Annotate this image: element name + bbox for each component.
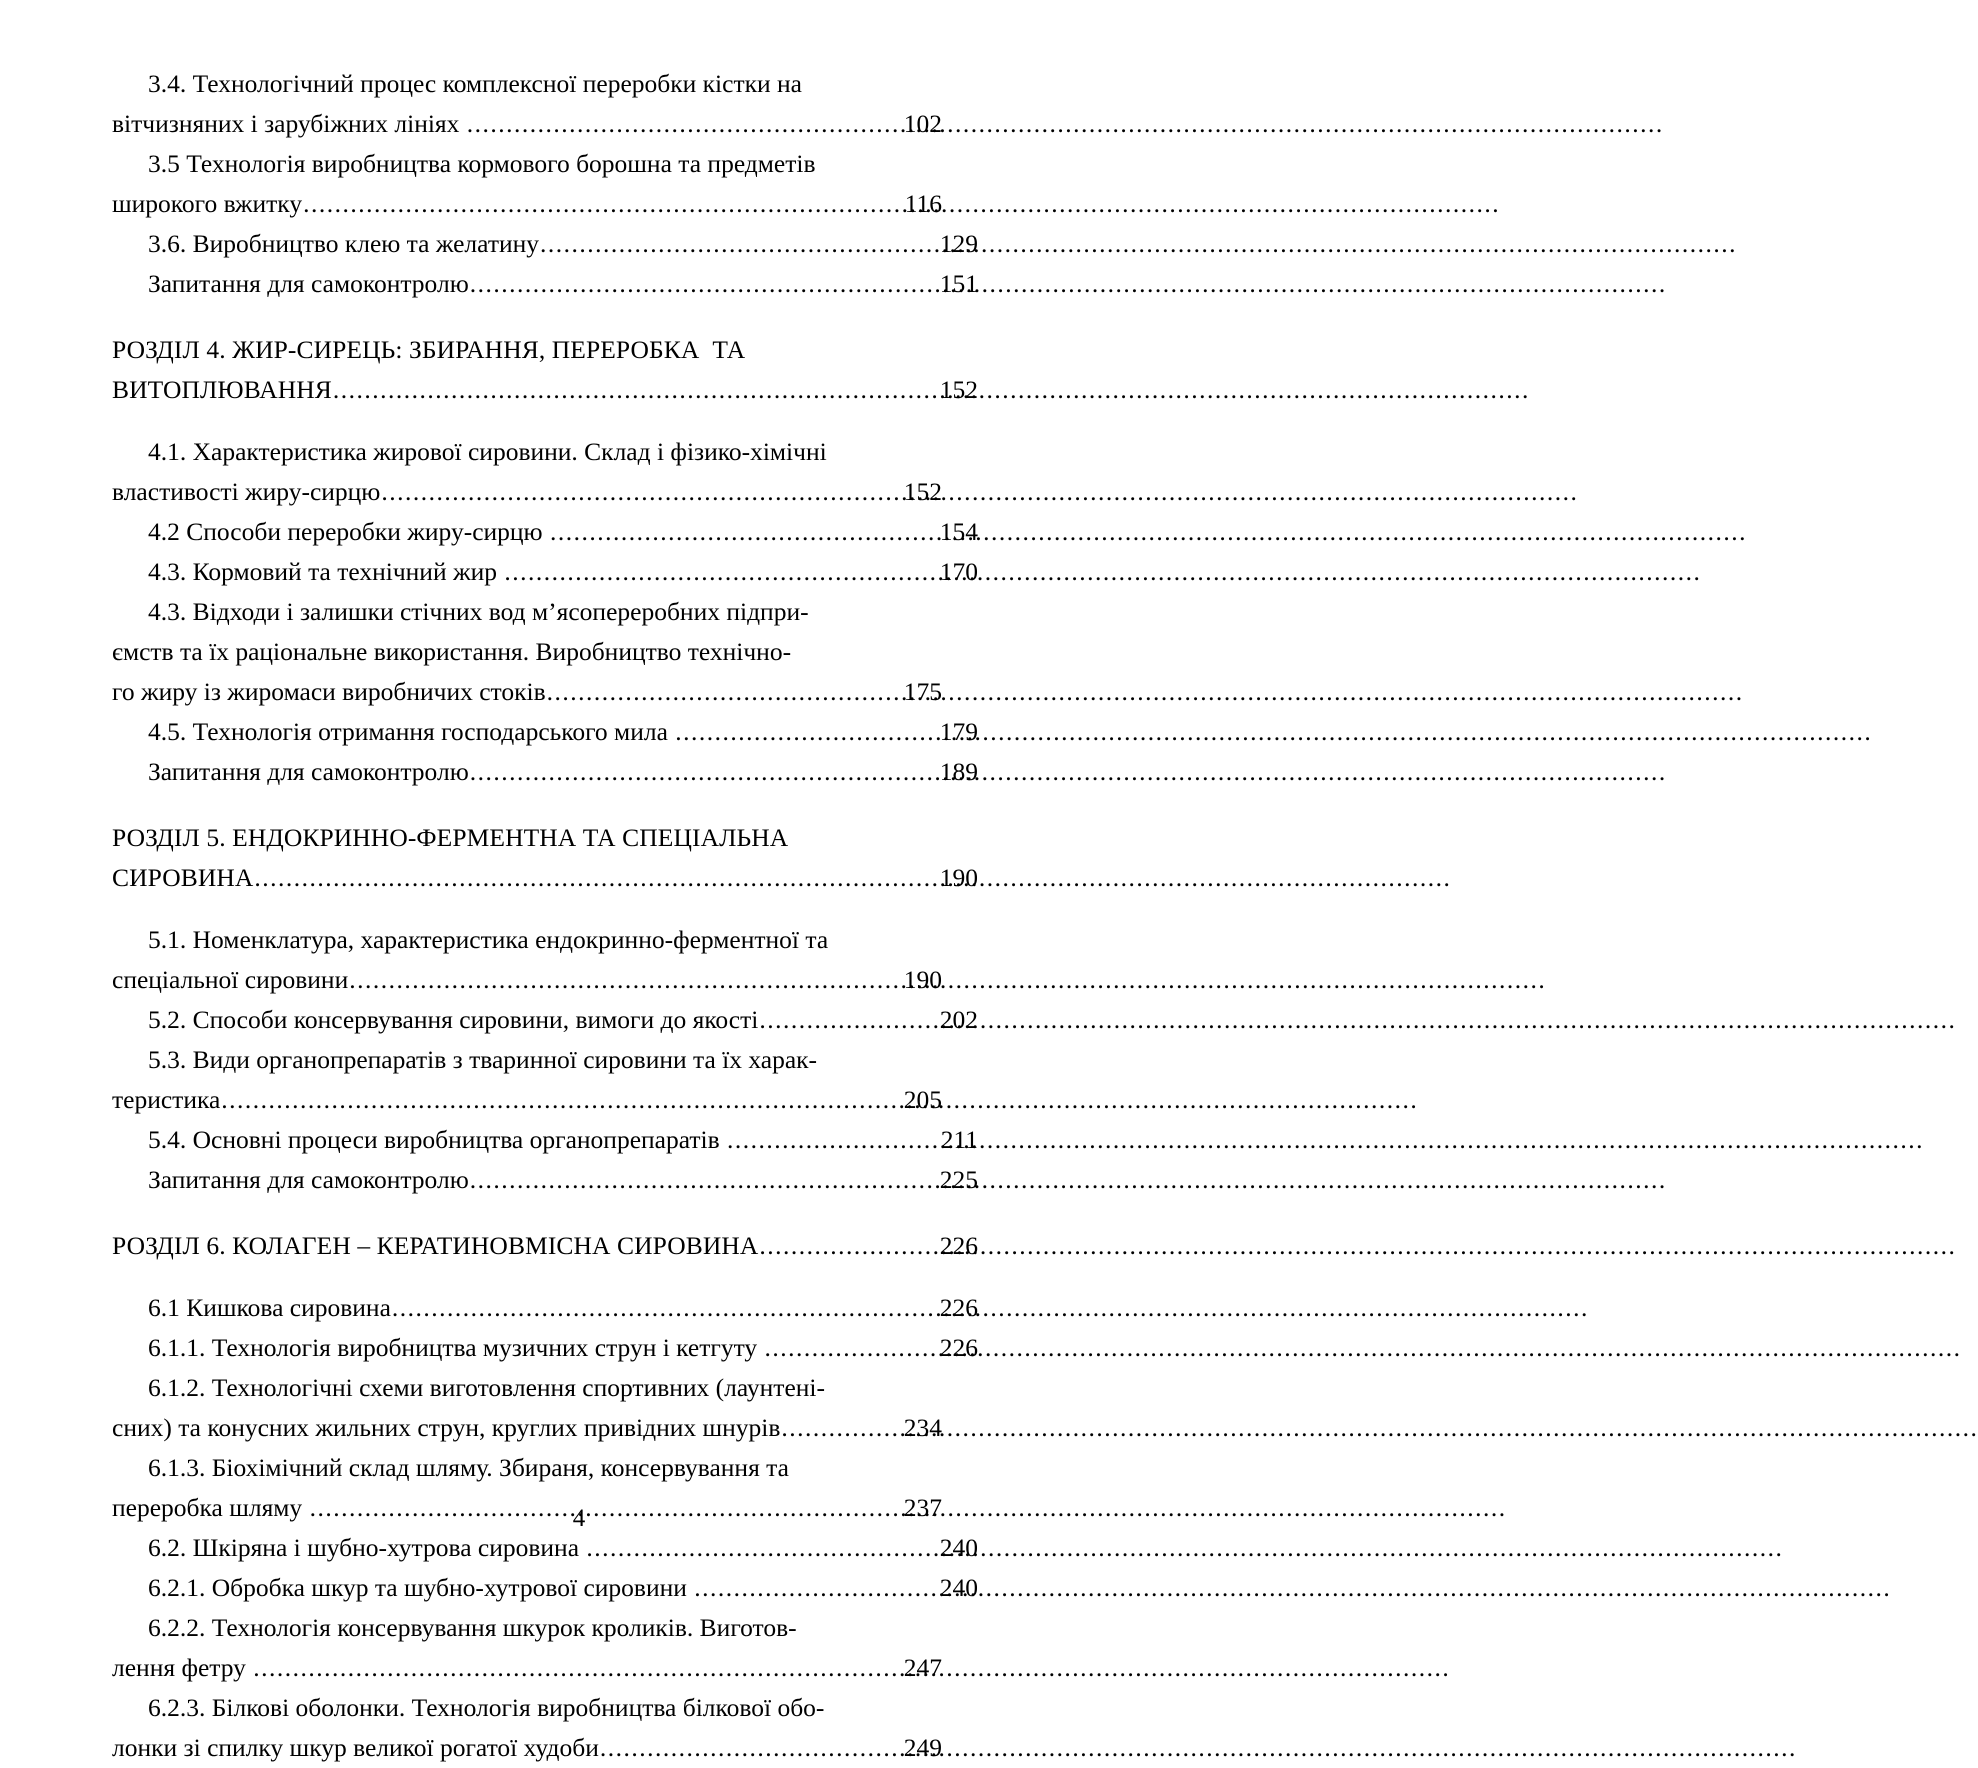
- toc-subsection-entry[interactable]: [112, 1120, 978, 1160]
- toc-entry-leader-row: [112, 1226, 978, 1266]
- page-number-footer: 4: [572, 1505, 586, 1532]
- toc-subsection-entry[interactable]: [112, 1368, 978, 1448]
- toc-entry-page-number: 237: [903, 1493, 942, 1522]
- toc-entry-title: 3.6. Виробництво клею та желатину: [148, 229, 540, 258]
- toc-entry-line: ємств та їх раціональне використання. Виробництво технічно-: [112, 637, 792, 666]
- toc-chapter-entry[interactable]: [112, 1226, 978, 1266]
- dot-leader: [470, 1160, 919, 1200]
- toc-entry-title: 5.4. Основні процеси виробництва органопрепаратів: [148, 1125, 727, 1154]
- toc-chapter-entry[interactable]: [112, 330, 978, 410]
- dot-leader: [547, 672, 883, 712]
- toc-entry-page-number: 151: [939, 269, 978, 298]
- dot-leader: [254, 858, 919, 898]
- toc-entry-leader-row: [148, 1160, 978, 1200]
- toc-entry-leader-row: [148, 552, 978, 592]
- dot-leader: [781, 1408, 883, 1448]
- toc-entry-leader-row: [148, 752, 978, 792]
- toc-entry-title: Запитання для самоконтролю: [148, 269, 469, 298]
- toc-subsection-entry[interactable]: [112, 1528, 978, 1568]
- toc-entry-page-number: 234: [903, 1413, 942, 1442]
- toc-subsection-entry[interactable]: [112, 512, 978, 552]
- toc-subsection-entry[interactable]: [112, 1160, 978, 1200]
- toc-entry-title: Запитання для самоконтролю: [148, 757, 469, 786]
- toc-entry-leader-row: [148, 1288, 978, 1328]
- dot-leader: [759, 1226, 919, 1266]
- dot-leader: [586, 1528, 919, 1568]
- toc-entry-line: 6.2.2. Технологія консервування шкурок кроликів. Виготов-: [148, 1613, 797, 1642]
- toc-entry-page-number: 116: [904, 189, 942, 218]
- dot-leader: [392, 1288, 919, 1328]
- toc-entry-page-number: 240: [939, 1573, 978, 1602]
- toc-subsection-entry[interactable]: [112, 752, 978, 792]
- dot-leader: [470, 264, 919, 304]
- toc-entry-page-number: 170: [939, 557, 978, 586]
- dot-leader: [504, 552, 919, 592]
- toc-entry-leader-row: [112, 1080, 942, 1120]
- toc-entry-title: СИРОВИНА: [112, 863, 254, 892]
- toc-entry-title: лонки зі спилку шкур великої рогатої худоби: [112, 1733, 599, 1762]
- dot-leader: [600, 1728, 883, 1768]
- toc-subsection-entry[interactable]: [112, 552, 978, 592]
- toc-entry-title: 4.3. Кормовий та технічний жир: [148, 557, 504, 586]
- toc-entry-line: 5.3. Види органопрепаратів з тваринної сировини та їх харак-: [148, 1045, 818, 1074]
- toc-subsection-entry[interactable]: [112, 144, 978, 224]
- toc-entry-page-number: 226: [939, 1333, 978, 1362]
- toc-subsection-entry[interactable]: [112, 1288, 978, 1328]
- toc-entry-line: 4.1. Характеристика жирової сировини. Склад і фізико-хімічні: [148, 437, 827, 466]
- toc-subsection-entry[interactable]: [112, 64, 978, 144]
- dot-leader: [303, 184, 883, 224]
- toc-entry-page-number: 225: [939, 1165, 978, 1194]
- dot-leader: [727, 1120, 919, 1160]
- toc-subsection-entry[interactable]: [112, 432, 978, 512]
- toc-entry-page-number: 202: [939, 1005, 978, 1034]
- toc-entry-page-number: 226: [939, 1231, 978, 1260]
- toc-entry-leader-row: [148, 224, 978, 264]
- dot-leader: [349, 960, 883, 1000]
- toc-subsection-entry[interactable]: [112, 712, 978, 752]
- toc-subsection-entry[interactable]: [112, 1608, 978, 1688]
- toc-subsection-entry[interactable]: [112, 1000, 978, 1040]
- dot-leader: [694, 1568, 919, 1608]
- toc-entry-page-number: 249: [903, 1733, 942, 1762]
- toc-entry-page-number: 205: [903, 1085, 942, 1114]
- toc-entry-leader-row: [112, 472, 942, 512]
- toc-entry-leader-row: [112, 104, 942, 144]
- dot-leader: [765, 1328, 919, 1368]
- toc-entry-line: 6.1.3. Біохімічний склад шляму. Збираня, консервування та: [148, 1453, 789, 1482]
- toc-subsection-entry[interactable]: [112, 1328, 978, 1368]
- toc-entry-title: лення фетру: [112, 1653, 253, 1682]
- toc-entry-line: 3.4. Технологічний процес комплексної переробки кістки на: [148, 69, 802, 98]
- toc-entry-title: широкого вжитку: [112, 189, 303, 218]
- toc-entry-leader-row: [112, 858, 978, 898]
- toc-entry-leader-row: [148, 1120, 978, 1160]
- toc-subsection-entry[interactable]: [112, 224, 978, 264]
- toc-entry-title: сних) та конусних жильних струн, круглих привідних шнурів: [112, 1413, 781, 1442]
- toc-entry-line: 4.3. Відходи і залишки стічних вод м’ясопереробних підпри-: [148, 597, 809, 626]
- toc-entry-title: 6.2.1. Обробка шкур та шубно-хутрової сировини: [148, 1573, 694, 1602]
- dot-leader: [333, 370, 919, 410]
- toc-entry-leader-row: [112, 960, 942, 1000]
- toc-entry-leader-row: [148, 712, 978, 752]
- toc-entry-leader-row: [148, 1000, 978, 1040]
- toc-entry-page-number: 152: [903, 477, 942, 506]
- dot-leader: [540, 224, 919, 264]
- toc-entry-leader-row: [112, 1648, 942, 1688]
- dot-leader: [381, 472, 883, 512]
- toc-entry-line: РОЗДІЛ 4. ЖИР-СИРЕЦЬ: ЗБИРАННЯ, ПЕРЕРОБКА ТА: [112, 335, 746, 364]
- toc-entry-leader-row: [148, 264, 978, 304]
- toc-entry-title: го жиру із жиромаси виробничих стоків: [112, 677, 546, 706]
- toc-entry-leader-row: [112, 370, 978, 410]
- toc-entry-page-number: 190: [939, 863, 978, 892]
- dot-leader: [759, 1000, 919, 1040]
- toc-entry-title: 4.2 Способи переробки жиру-сирцю: [148, 517, 549, 546]
- toc-entry-page-number: 226: [939, 1293, 978, 1322]
- toc-entry-leader-row: [148, 1568, 978, 1608]
- toc-entry-line: 6.1.2. Технологічні схеми виготовлення спортивних (лаунтені-: [148, 1373, 825, 1402]
- toc-entry-page-number: 154: [939, 517, 978, 546]
- toc-entry-title: вітчизняних і зарубіжних лініях: [112, 109, 466, 138]
- toc-entry-leader-row: [112, 1408, 942, 1448]
- toc-entry-title: 6.2. Шкіряна і шубно-хутрова сировина: [148, 1533, 586, 1562]
- toc-entry-leader-row: [112, 184, 942, 224]
- dot-leader: [221, 1080, 883, 1120]
- toc-entry-leader-row: [148, 1528, 978, 1568]
- toc-entry-page-number: 129: [939, 229, 978, 258]
- toc-entry-title: ВИТОПЛЮВАННЯ: [112, 375, 332, 404]
- toc-chapter-entry[interactable]: [112, 818, 978, 898]
- dot-leader: [675, 712, 919, 752]
- dot-leader: [470, 752, 919, 792]
- toc-entry-page-number: 175: [903, 677, 942, 706]
- toc-entry-line: РОЗДІЛ 5. ЕНДОКРИННО-ФЕРМЕНТНА ТА СПЕЦІАЛЬНА: [112, 823, 789, 852]
- toc-entry-title: теристика: [112, 1085, 221, 1114]
- toc-entry-page-number: 102: [903, 109, 942, 138]
- toc-entry-leader-row: [112, 672, 942, 712]
- toc-entry-line: 5.1. Номенклатура, характеристика ендокринно-ферментної та: [148, 925, 829, 954]
- toc-entry-title: спеціальної сировини: [112, 965, 349, 994]
- dot-leader: [550, 512, 919, 552]
- toc-entry-title: 6.1 Кишкова сировина: [148, 1293, 391, 1322]
- toc-entry-title: Запитання для самоконтролю: [148, 1165, 469, 1194]
- toc-entry-title: РОЗДІЛ 6. КОЛАГЕН – КЕРАТИНОВМІСНА СИРОВИНА: [112, 1231, 759, 1260]
- toc-entry-page-number: 190: [903, 965, 942, 994]
- toc-subsection-entry[interactable]: [112, 1040, 978, 1120]
- toc-entry-leader-row: [148, 512, 978, 552]
- toc-entry-title: переробка шляму: [112, 1493, 309, 1522]
- toc-subsection-entry[interactable]: [112, 1568, 978, 1608]
- dot-leader: [253, 1648, 883, 1688]
- toc-entry-page-number: 189: [939, 757, 978, 786]
- toc-subsection-entry[interactable]: [112, 264, 978, 304]
- toc-entry-title: властивості жиру-сирцю: [112, 477, 381, 506]
- toc-entry-title: 6.1.1. Технологія виробництва музичних струн і кетгуту: [148, 1333, 764, 1362]
- toc-subsection-entry[interactable]: [112, 920, 978, 1000]
- toc-entry-page-number: 152: [939, 375, 978, 404]
- toc-entry-title: 4.5. Технологія отримання господарського мила: [148, 717, 675, 746]
- toc-entry-page-number: 240: [939, 1533, 978, 1562]
- dot-leader: [467, 104, 883, 144]
- toc-entry-page-number: 211: [940, 1125, 978, 1154]
- toc-subsection-entry[interactable]: [112, 1688, 978, 1768]
- toc-entry-line: 6.2.3. Білкові оболонки. Технологія виробництва білкової обо-: [148, 1693, 825, 1722]
- toc-entry-page-number: 247: [903, 1653, 942, 1682]
- toc-entry-page-number: 179: [939, 717, 978, 746]
- toc-entry-title: 5.2. Способи консервування сировини, вимоги до якості: [148, 1005, 759, 1034]
- toc-entry-leader-row: [148, 1328, 978, 1368]
- toc-entry-leader-row: [112, 1728, 942, 1768]
- toc-entry-line: 3.5 Технологія виробництва кормового борошна та предметів: [148, 149, 816, 178]
- toc-subsection-entry[interactable]: [112, 592, 978, 712]
